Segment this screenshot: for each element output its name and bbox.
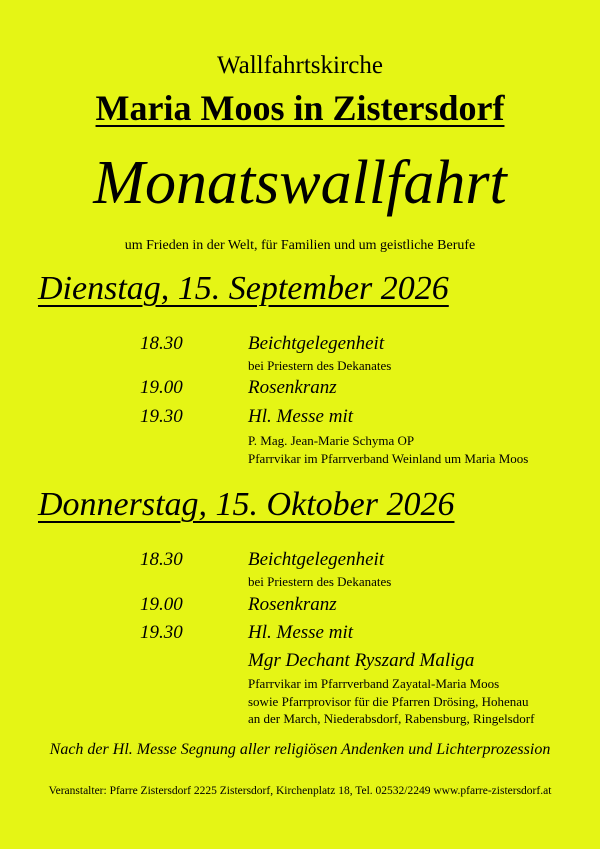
event-1-celebrant: P. Mag. Jean-Marie Schyma OP <box>248 433 415 448</box>
event-2-detail-1: bei Priestern des Dekanates <box>248 574 392 589</box>
event-1-time-2: 19.00 <box>140 377 183 398</box>
event-2-label-1: Beichtgelegenheit <box>248 549 385 570</box>
event-2-detail-role-1: Pfarrvikar im Pfarrverband Zayatal-Maria Moos <box>248 676 500 691</box>
event-1-time-1: 18.30 <box>140 333 183 354</box>
event-1-time-3: 19.30 <box>140 406 183 427</box>
organizer-info: Veranstalter: Pfarre Zistersdorf 2225 Zistersdorf, Kirchenplatz 18, Tel. 02532/2249 www.pfarre-zistersdorf.at <box>48 785 552 797</box>
church-title-text: Maria Moos in Zistersdorf <box>95 88 505 128</box>
event-date-2 <box>38 486 454 524</box>
event-date-1 <box>38 270 449 308</box>
event-date-1-text: Dienstag, 15. September 2026 <box>38 270 449 307</box>
subtitle: um Frieden in der Welt, für Familien und um geistliche Berufe <box>124 238 476 253</box>
event-1-detail-1: bei Priestern des Dekanates <box>248 358 392 373</box>
event-2-label-3: Hl. Messe mit <box>248 622 354 643</box>
event-1-label-1: Beichtgelegenheit <box>248 333 385 354</box>
event-date-2-text: Donnerstag, 15. Oktober 2026 <box>38 486 455 523</box>
event-1-label-2: Rosenkranz <box>248 377 337 398</box>
church-title <box>0 87 600 129</box>
event-2-time-3: 19.30 <box>140 622 183 643</box>
page-title: Monatswallfahrt <box>93 149 507 217</box>
event-1-celebrant-role: Pfarrvikar im Pfarrverband Weinland um Maria Moos <box>248 451 529 466</box>
blessing-note: Nach der Hl. Messe Segnung aller religiösen Andenken und Lichterprozession <box>49 741 551 758</box>
pre-title: Wallfahrtskirche <box>217 52 383 79</box>
event-2-time-1: 18.30 <box>140 549 183 570</box>
event-1-label-3: Hl. Messe mit <box>248 406 354 427</box>
event-2-time-2: 19.00 <box>140 594 183 615</box>
event-2-detail-role-3: an der March, Niederabsdorf, Rabensburg, Ringelsdorf <box>248 711 535 726</box>
event-2-label-2: Rosenkranz <box>248 594 337 615</box>
event-2-detail-role-2: sowie Pfarrprovisor für die Pfarren Drösing, Hohenau <box>248 694 529 709</box>
event-2-celebrant: Mgr Dechant Ryszard Maliga <box>248 650 475 671</box>
